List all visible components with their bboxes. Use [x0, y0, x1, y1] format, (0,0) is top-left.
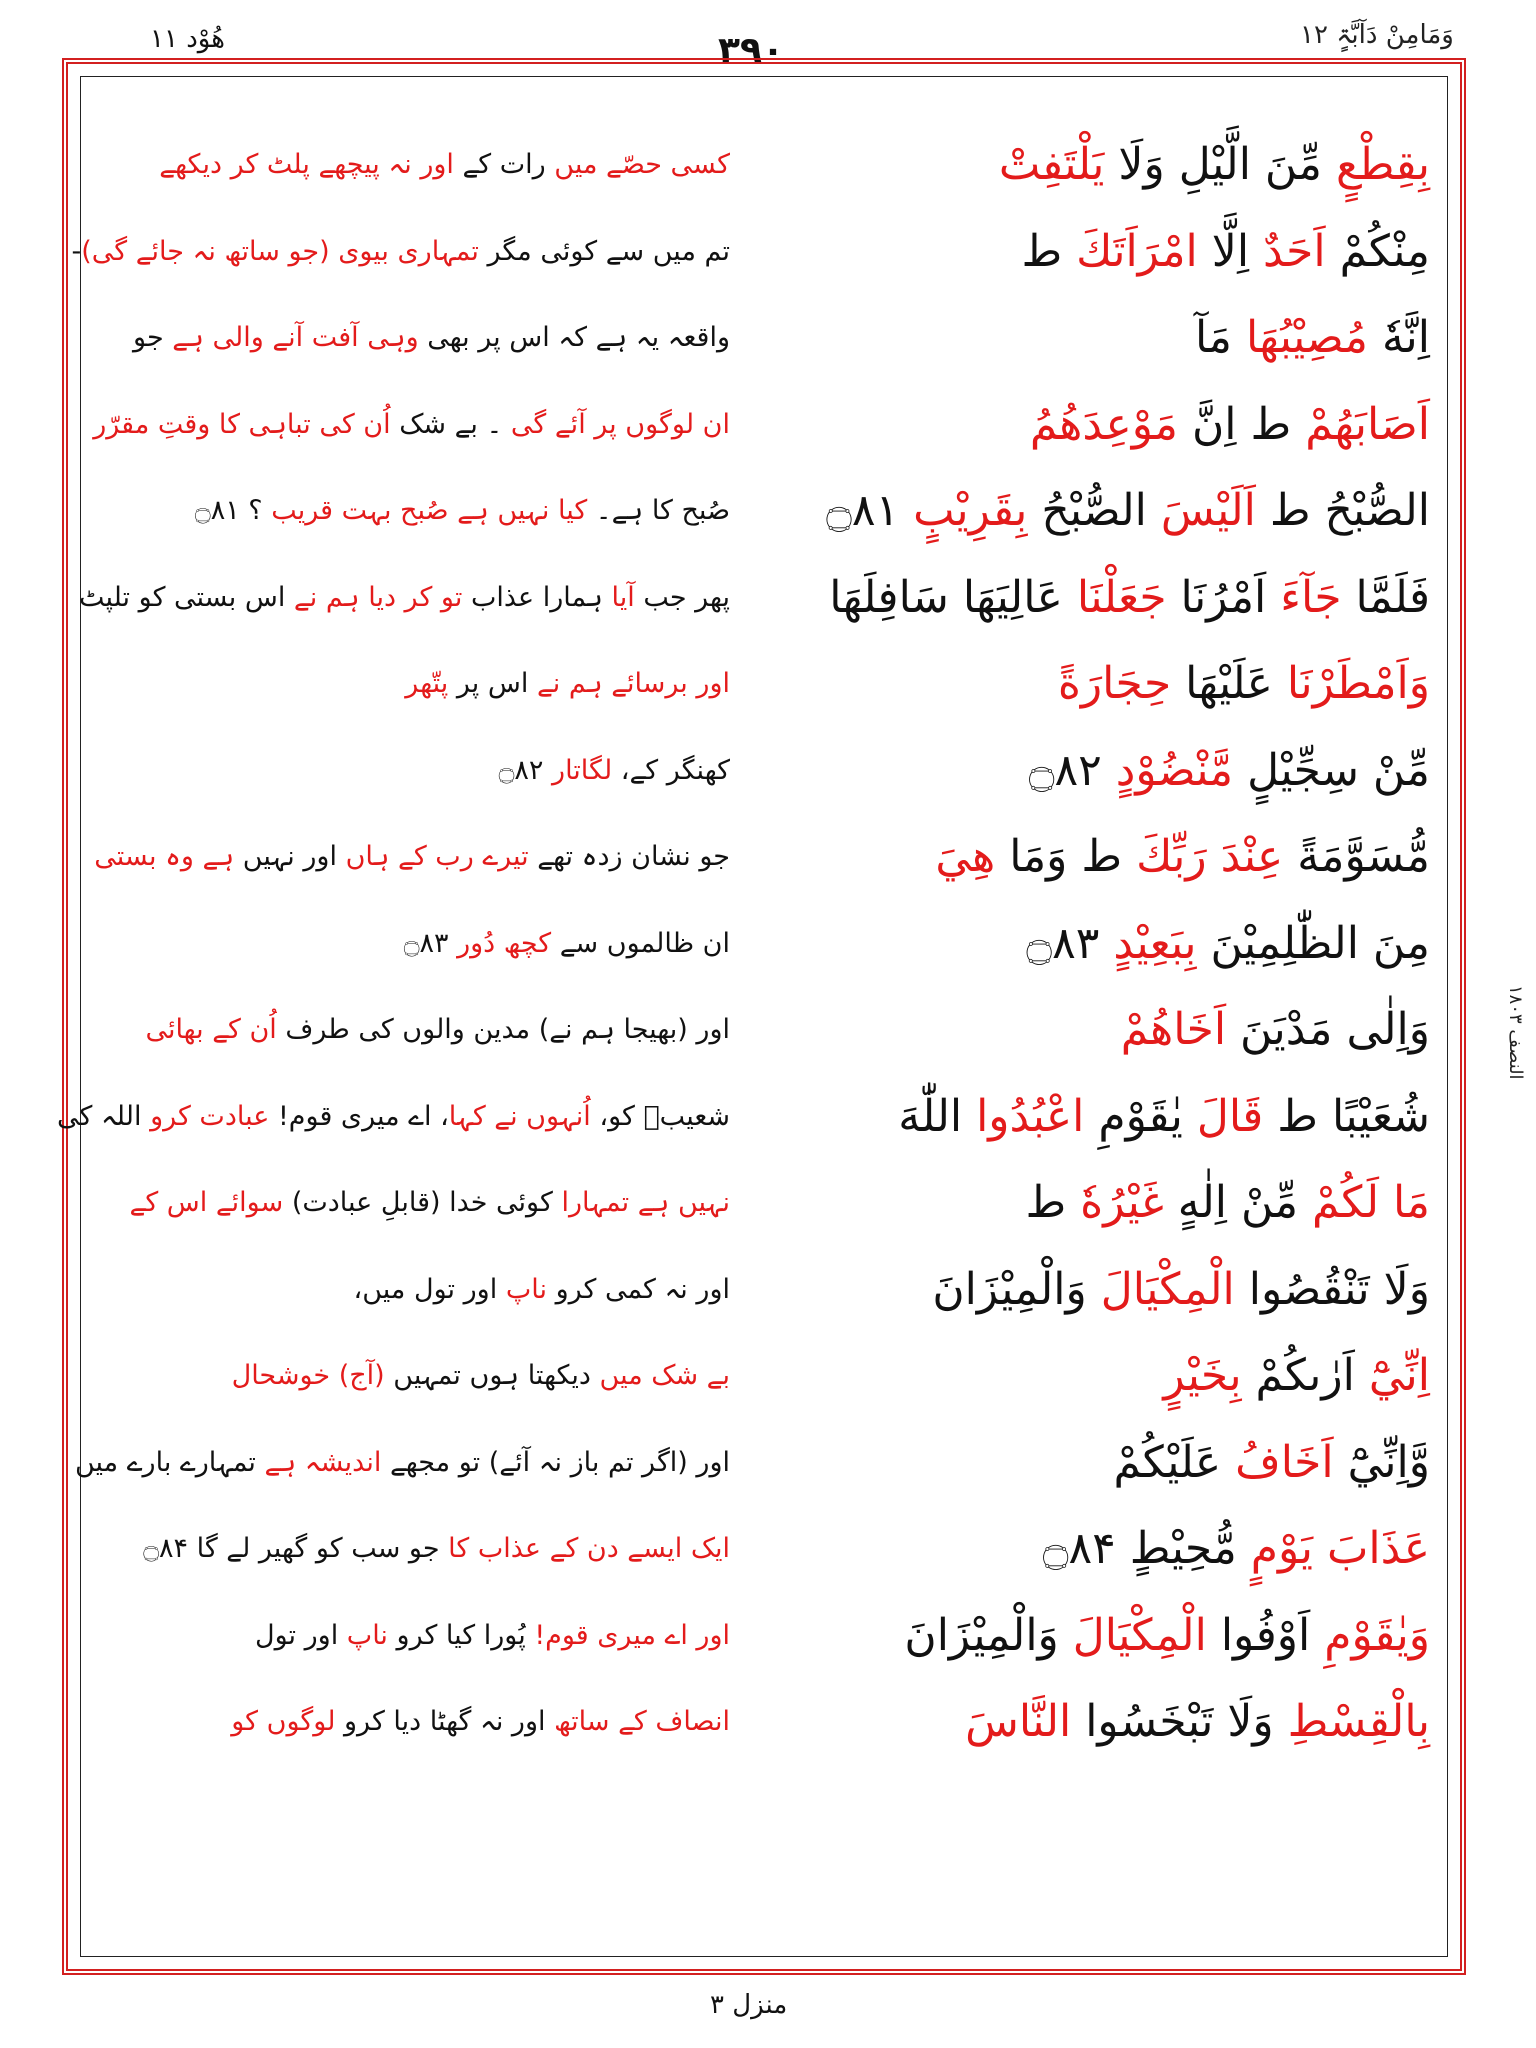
- urdu-translation: [90, 468, 730, 554]
- urdu-segment: اس بستی کو تلپٹ: [78, 581, 294, 613]
- arabic-segment: مَآ: [1195, 312, 1232, 363]
- urdu-translation: [57, 1074, 730, 1160]
- arabic-verse: [780, 1420, 1430, 1506]
- urdu-translation: [90, 641, 730, 727]
- arabic-segment: مُصِيْبُهَا: [1232, 312, 1368, 363]
- urdu-segment: ان لوگوں پر آئے گی: [510, 408, 730, 440]
- urdu-segment: انصاف کے ساتھ: [554, 1706, 730, 1737]
- page-number: ۳۹۰: [718, 30, 784, 71]
- arabic-verse: [780, 1247, 1430, 1333]
- urdu-segment: اور اے میری قوم!: [534, 1619, 730, 1651]
- arabic-segment: مُّسَوَّمَةً: [1283, 831, 1430, 882]
- arabic-segment: غَيْرُهٗ: [1080, 1177, 1164, 1228]
- urdu-segment: دیکھتا ہوں تمہیں: [384, 1360, 600, 1391]
- urdu-segment: کسی حصّے میں: [545, 149, 730, 180]
- surah-name: ھُوْد ۱۱: [150, 24, 225, 54]
- urdu-segment: رات کے: [453, 149, 546, 180]
- arabic-segment: بِقِطْعٍ: [1321, 139, 1430, 190]
- verse-row: [90, 987, 1440, 1073]
- urdu-segment: اُن کی تباہی کا وقتِ مقرّر: [93, 408, 391, 440]
- arabic-segment: وَلَا: [1213, 1696, 1288, 1747]
- verse-row: [71, 209, 1440, 295]
- arabic-segment: اَلَيْسَ: [1146, 485, 1256, 536]
- arabic-segment: الْمِكْيَالَ: [1072, 1609, 1207, 1661]
- urdu-segment: اور (بھیجا ہم نے) مدین والوں کی طرف: [276, 1014, 730, 1045]
- urdu-segment: واقعہ یہ ہے کہ اس پر بھی: [418, 322, 730, 353]
- urdu-segment: اور برسائے ہم نے: [536, 668, 730, 699]
- arabic-segment: النَّاسَ: [965, 1696, 1072, 1747]
- urdu-segment: کیا نہیں ہے صُبح بہت قریب: [271, 495, 588, 526]
- urdu-segment: بے شک میں: [599, 1360, 730, 1391]
- urdu-translation: [90, 382, 730, 468]
- arabic-verse: [780, 1074, 1430, 1160]
- arabic-verse: [780, 641, 1430, 727]
- arabic-segment: قَالَ: [1182, 1090, 1264, 1142]
- arabic-segment: وَاَمْطَرْنَا: [1272, 658, 1430, 709]
- arabic-segment: عَلَيْكُمْ: [1113, 1436, 1236, 1488]
- arabic-segment: اَوْفُوا: [1206, 1609, 1311, 1661]
- urdu-translation: [90, 122, 730, 208]
- urdu-segment: کوئی خدا (قابلِ عبادت): [283, 1187, 562, 1218]
- urdu-segment: تمہارے بارے میں: [74, 1446, 265, 1478]
- arabic-verse: [780, 728, 1430, 814]
- arabic-segment: اَصَابَهُمْ: [1305, 398, 1430, 450]
- arabic-segment: اَحَدٌ: [1249, 225, 1326, 277]
- urdu-segment: وہی آفت آنے والی ہے: [172, 322, 419, 353]
- arabic-verse: [780, 1333, 1430, 1419]
- urdu-segment: نہیں ہے تمہارا: [561, 1187, 730, 1218]
- urdu-segment: اور تول میں،: [353, 1273, 506, 1305]
- arabic-segment: بِقَرِيْبٍ: [913, 485, 1028, 536]
- arabic-verse: [780, 468, 1430, 554]
- arabic-segment: تَبْخَسُوا: [1071, 1696, 1214, 1747]
- verse-row: [90, 728, 1440, 814]
- verse-row: [90, 122, 1440, 208]
- arabic-segment: اَخَافُ: [1235, 1436, 1334, 1488]
- urdu-translation: [90, 728, 730, 814]
- juz-name: وَمَامِنْ دَآبَّۃٍ ۱۲: [1300, 20, 1454, 50]
- arabic-segment: وَاِلٰى مَدْيَنَ: [1226, 1004, 1430, 1055]
- arabic-segment: شُعَيْبًا ط: [1263, 1090, 1430, 1142]
- urdu-segment: عبادت کرو: [150, 1100, 270, 1132]
- arabic-segment: جَعَلْنَا: [1076, 571, 1167, 623]
- urdu-segment: آیا: [611, 581, 635, 613]
- urdu-translation: [90, 1333, 730, 1419]
- urdu-segment: پُورا کیا کرو: [387, 1619, 535, 1651]
- urdu-segment: لوگوں کو: [231, 1706, 336, 1737]
- arabic-verse: [780, 901, 1430, 987]
- urdu-segment: اور نہ کمی کرو: [546, 1273, 730, 1305]
- urdu-segment: تو کر دیا ہم نے: [293, 581, 463, 613]
- urdu-segment: ان ظالموں سے: [551, 927, 730, 959]
- urdu-segment: (آج) خوشحال: [231, 1360, 385, 1391]
- urdu-segment: سوائے اس کے: [129, 1187, 284, 1218]
- verse-row: [74, 1420, 1440, 1506]
- arabic-segment: مِّنْ اِلٰهٍ: [1163, 1177, 1299, 1228]
- arabic-segment: بِخَيْرٍ: [1163, 1350, 1242, 1401]
- urdu-segment: اور نہ گھٹا دیا کرو: [335, 1706, 555, 1737]
- manzil-label: منزل ۳: [710, 1990, 788, 2020]
- verse-row: [90, 295, 1440, 381]
- urdu-segment: جو نشان زدہ تھے: [528, 841, 730, 872]
- arabic-segment: يٰقَوْمِ: [1084, 1090, 1183, 1142]
- urdu-translation: [90, 1247, 730, 1333]
- arabic-segment: ۝۸۳: [1026, 917, 1114, 969]
- verse-row: [78, 555, 1440, 641]
- arabic-segment: الصُّبْحُ ط: [1255, 485, 1430, 536]
- arabic-segment: هِيَ: [935, 831, 996, 882]
- urdu-segment: ، اے میری قوم!: [269, 1100, 449, 1132]
- urdu-segment: ؟ ۝۸۱: [194, 495, 272, 526]
- page-header: [0, 0, 1536, 71]
- arabic-segment: مَوْعِدَهُمُ: [1029, 398, 1178, 450]
- arabic-verse: [780, 987, 1430, 1073]
- urdu-segment: پتّھر: [405, 668, 449, 699]
- urdu-segment: ۔ بے شک: [390, 408, 511, 440]
- arabic-segment: عَلَيْهَا: [1171, 658, 1273, 709]
- arabic-segment: مَا لَكُمْ: [1298, 1177, 1430, 1228]
- verse-row: [90, 1593, 1440, 1679]
- arabic-segment: بِبَعِيْدٍ: [1113, 917, 1197, 969]
- arabic-verse: [780, 1593, 1430, 1679]
- urdu-segment: ہے وہ بستی: [94, 841, 235, 872]
- arabic-segment: اِنَّهٗ: [1367, 312, 1430, 363]
- arabic-segment: مِنَ الظّٰلِمِيْنَ: [1196, 917, 1430, 969]
- arabic-segment: عَذَابَ يَوْمٍ: [1236, 1523, 1430, 1574]
- urdu-segment: ناپ: [505, 1273, 547, 1305]
- arabic-segment: فَلَمَّا: [1341, 571, 1430, 623]
- urdu-segment: ہمارا عذاب: [462, 581, 612, 613]
- urdu-translation: [90, 814, 730, 900]
- arabic-segment: وَلَا تَنْقُصُوا: [1234, 1263, 1430, 1315]
- arabic-segment: وَالْمِيْزَانَ: [904, 1609, 1073, 1661]
- arabic-segment: الْمِكْيَالَ: [1100, 1263, 1235, 1315]
- urdu-translation: [78, 555, 730, 641]
- arabic-segment: مُّحِيْطٍ: [1129, 1523, 1237, 1574]
- urdu-segment: -: [71, 235, 82, 267]
- urdu-segment: صُبح کا ہے۔: [587, 495, 730, 526]
- verse-row: [90, 1247, 1440, 1333]
- urdu-segment: جو: [133, 322, 173, 353]
- arabic-segment: ط اِنَّ: [1178, 398, 1306, 450]
- verse-row: [90, 814, 1440, 900]
- urdu-segment: تم میں سے کوئی مگر: [478, 235, 730, 267]
- arabic-segment: ط: [1021, 225, 1077, 277]
- arabic-segment: وَيٰقَوْمِ: [1310, 1609, 1430, 1661]
- arabic-segment: ۝۸۴: [1042, 1523, 1130, 1574]
- verse-row: [90, 468, 1440, 554]
- urdu-translation: [90, 987, 730, 1073]
- urdu-segment: اور (اگر تم باز نہ آئے) تو مجھے: [381, 1446, 730, 1478]
- arabic-segment: وَالْمِيْزَانَ: [932, 1263, 1101, 1315]
- urdu-segment: اُنہوں نے کہا: [448, 1100, 591, 1132]
- arabic-segment: الصُّبْحُ: [1027, 485, 1147, 536]
- urdu-segment: تیرے رب کے ہاں: [345, 841, 529, 872]
- urdu-segment: ایک ایسے دن کے عذاب کا: [448, 1533, 730, 1564]
- urdu-segment: لگاتار: [552, 754, 613, 786]
- arabic-verse: [780, 209, 1430, 295]
- arabic-verse: [780, 1506, 1430, 1592]
- arabic-segment: ۝۸۲: [1028, 744, 1116, 796]
- arabic-segment: اَمْرُنَا: [1166, 571, 1267, 623]
- urdu-translation: [90, 1506, 730, 1592]
- arabic-segment: اللّٰهَ: [898, 1090, 977, 1142]
- arabic-verse: [780, 382, 1430, 468]
- urdu-segment: اندیشہ ہے: [264, 1446, 382, 1478]
- arabic-segment: امْرَاَتَكَ: [1076, 225, 1198, 277]
- urdu-translation: [90, 1593, 730, 1679]
- urdu-segment: ناپ: [346, 1619, 388, 1651]
- urdu-segment: ۝۸۲: [498, 754, 553, 786]
- urdu-translation: [90, 1679, 730, 1765]
- arabic-segment: بِالْقِسْطِ: [1287, 1696, 1430, 1747]
- arabic-segment: ط: [1025, 1177, 1081, 1228]
- urdu-segment: شعیبؑ کو،: [590, 1100, 730, 1132]
- urdu-segment: ۝۸۳: [403, 927, 458, 959]
- arabic-segment: اَرٰىكُمْ: [1241, 1350, 1355, 1401]
- arabic-segment: اعْبُدُوا: [976, 1090, 1085, 1142]
- urdu-segment: اس پر: [448, 668, 537, 699]
- arabic-segment: اَخَاهُمْ: [1120, 1004, 1227, 1055]
- arabic-segment: ط وَمَا: [995, 831, 1137, 882]
- arabic-verse: [780, 1160, 1430, 1246]
- urdu-translation: [90, 1160, 730, 1246]
- arabic-segment: جَآءَ: [1266, 571, 1342, 623]
- arabic-segment: وَّاِنِّيْٓ: [1333, 1436, 1430, 1488]
- arabic-segment: مِنْكُمْ: [1325, 225, 1430, 277]
- arabic-verse: [780, 814, 1430, 900]
- verse-row: [90, 1679, 1440, 1765]
- verse-row: [90, 641, 1440, 727]
- urdu-segment: تمہاری بیوی (جو ساتھ نہ جائے گی): [81, 235, 479, 267]
- urdu-translation: [71, 209, 730, 295]
- arabic-segment: مِّنْ سِجِّيْلٍ: [1233, 744, 1430, 796]
- urdu-translation: [90, 901, 730, 987]
- urdu-translation: [74, 1420, 730, 1506]
- verse-row: [90, 901, 1440, 987]
- verse-row: [57, 1074, 1440, 1160]
- arabic-verse: [780, 295, 1430, 381]
- urdu-segment: اُن کے بھائی: [145, 1014, 277, 1045]
- urdu-segment: اور نہ پیچھے پلٹ کر دیکھے: [159, 149, 454, 180]
- arabic-verse: [780, 122, 1430, 208]
- arabic-verse: [780, 555, 1430, 641]
- arabic-verse: [780, 1679, 1430, 1765]
- urdu-segment: جو سب کو گھیر لے گا ۝۸۴: [143, 1533, 449, 1564]
- arabic-segment: يَلْتَفِتْ: [998, 139, 1105, 190]
- urdu-segment: اور نہیں: [234, 841, 346, 872]
- urdu-segment: کھنگر کے،: [612, 754, 730, 786]
- arabic-segment: اِلَّا: [1197, 225, 1250, 277]
- urdu-segment: کچھ دُور: [457, 927, 552, 959]
- arabic-segment: حِجَارَةً: [1057, 658, 1172, 709]
- verse-row: [90, 1160, 1440, 1246]
- urdu-segment: اور تول: [254, 1619, 347, 1651]
- arabic-segment: مَّنْضُوْدٍ: [1115, 744, 1234, 796]
- verse-row: [90, 1506, 1440, 1592]
- verse-row: [90, 382, 1440, 468]
- arabic-segment: ۝۸۱: [826, 485, 914, 536]
- arabic-segment: اِنِّيْٓ: [1354, 1350, 1430, 1401]
- urdu-segment: پھر جب: [634, 581, 730, 613]
- arabic-segment: عِنْدَ رَبِّكَ: [1136, 831, 1284, 882]
- margin-note: النصف ۱۸۰۳: [1505, 985, 1526, 1080]
- urdu-segment: اللہ کی: [57, 1100, 151, 1132]
- verse-row: [90, 1333, 1440, 1419]
- arabic-segment: مِّنَ الَّيْلِ وَلَا: [1104, 139, 1322, 190]
- urdu-translation: [90, 295, 730, 381]
- arabic-segment: عَالِيَهَا سَافِلَهَا: [829, 571, 1077, 623]
